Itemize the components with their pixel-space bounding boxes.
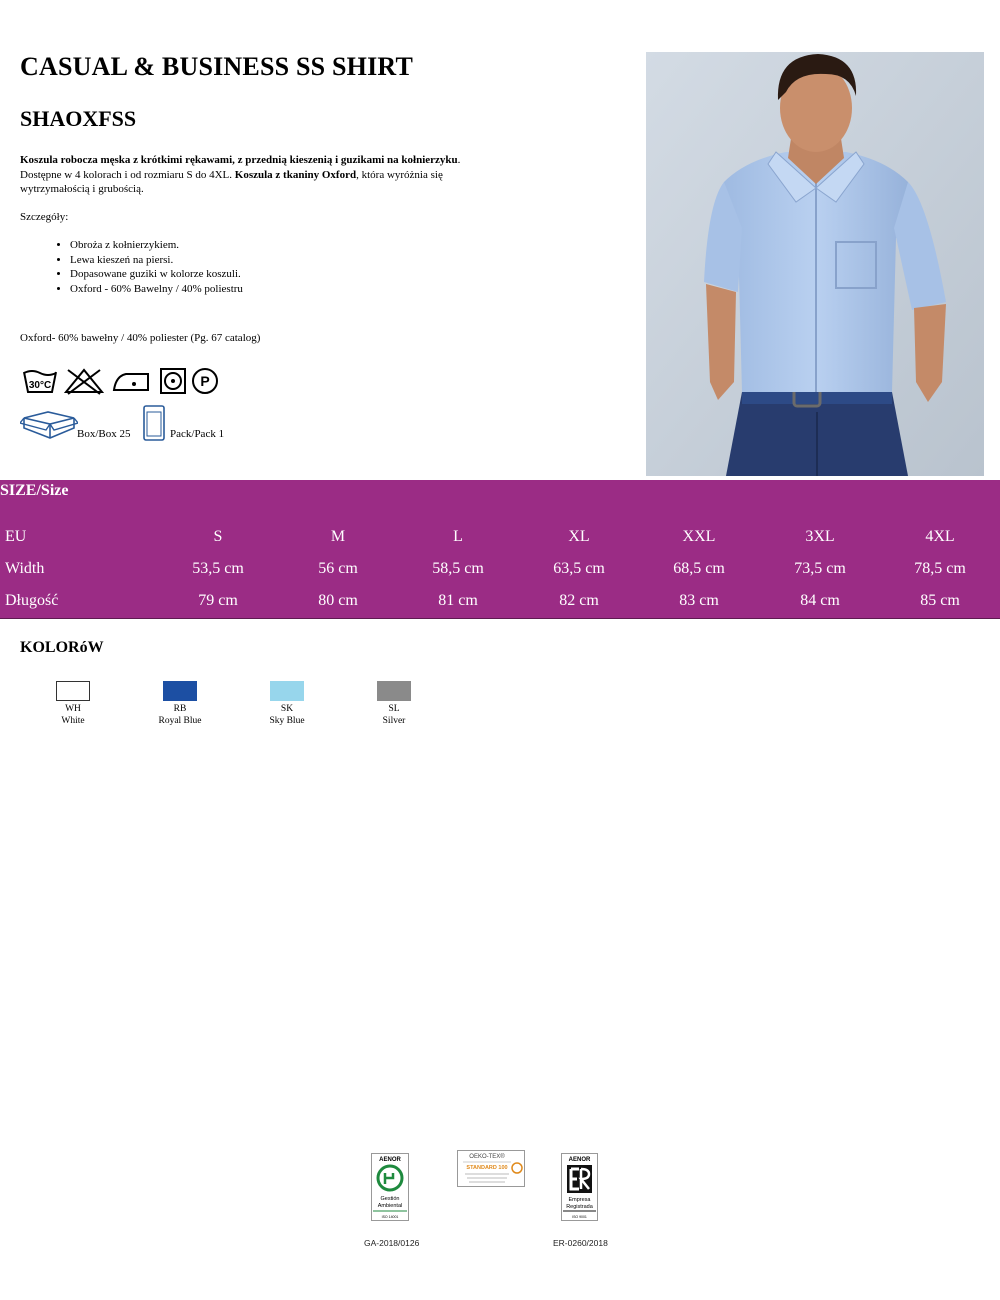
size-header-cell: S xyxy=(213,528,223,545)
description-text-2: , która wyróżnia się wytrzymałością i grubością. xyxy=(20,168,443,195)
product-title: CASUAL & BUSINESS SS SHIRT xyxy=(20,52,413,81)
pack-bag-icon xyxy=(142,404,166,442)
color-swatch xyxy=(377,681,411,701)
size-header-cell: M xyxy=(330,528,346,545)
size-header-cell: XXL xyxy=(682,528,716,545)
size-header-row xyxy=(0,528,1000,554)
color-swatch xyxy=(56,681,90,701)
size-header-cell: XL xyxy=(568,528,590,545)
size-cell: 63,5 cm xyxy=(553,560,605,577)
color-option-silver xyxy=(344,681,444,727)
size-cell: 73,5 cm xyxy=(794,560,846,577)
details-item: • Obroża z kołnierzykiem. xyxy=(70,238,243,253)
size-cell: 81 cm xyxy=(438,592,478,609)
aenor-er-caption: ER-0260/2018 xyxy=(553,1238,608,1248)
size-header-cell: L xyxy=(453,528,463,545)
svg-text:OEKO-TEX®: OEKO-TEX® xyxy=(469,1154,505,1160)
size-row-label: Długość xyxy=(5,592,59,609)
color-swatch xyxy=(270,681,304,701)
wash-30-icon xyxy=(22,366,58,396)
size-cell: 84 cm xyxy=(800,592,840,609)
svg-text:Registrada: Registrada xyxy=(566,1204,593,1210)
size-cell: 82 cm xyxy=(559,592,599,609)
svg-text:AENOR: AENOR xyxy=(568,1157,591,1163)
aenor-ga-caption: GA-2018/0126 xyxy=(364,1238,420,1248)
svg-text:ISO 9001: ISO 9001 xyxy=(572,1215,587,1219)
details-item: • Oxford - 60% Bawelny / 40% poliestru xyxy=(70,282,243,297)
svg-text:STANDARD 100: STANDARD 100 xyxy=(466,1165,508,1171)
color-code: SK xyxy=(280,704,294,714)
size-cell: 78,5 cm xyxy=(914,560,966,577)
size-row-label: Width xyxy=(5,560,45,577)
details-item: • Lewa kieszeń na piersi. xyxy=(70,253,243,268)
oeko-tex-logo xyxy=(457,1150,525,1187)
size-cell: 58,5 cm xyxy=(432,560,484,577)
description-text-1: . Dostępne w 4 kolorach i od rozmiaru S do 4XL. xyxy=(20,154,461,181)
svg-text:Ambiental: Ambiental xyxy=(377,1203,403,1209)
svg-text:P: P xyxy=(200,373,210,389)
svg-text:AENOR: AENOR xyxy=(379,1157,401,1163)
details-list xyxy=(52,238,243,296)
size-cell: 68,5 cm xyxy=(673,560,725,577)
size-table xyxy=(0,480,1000,619)
size-row-width xyxy=(0,560,1000,586)
colors-title: KOLORóW xyxy=(20,639,104,656)
size-cell: 83 cm xyxy=(679,592,719,609)
dry-clean-p-icon xyxy=(190,366,220,396)
size-cell: 79 cm xyxy=(198,592,238,609)
size-header-cell: 4XL xyxy=(925,528,955,545)
color-swatch xyxy=(163,681,197,701)
pack-label: Pack/Pack 1 xyxy=(170,428,225,440)
size-table-heading: SIZE/Size xyxy=(0,482,69,499)
no-bleach-icon xyxy=(62,366,106,396)
aenor-gestion-ambiental-logo xyxy=(371,1153,409,1221)
color-name: White xyxy=(61,716,85,726)
color-name: Sky Blue xyxy=(269,716,305,726)
color-code: RB xyxy=(173,704,187,714)
size-cell: 53,5 cm xyxy=(192,560,244,577)
svg-text:Gestión: Gestión xyxy=(380,1196,400,1202)
color-option-royal-blue xyxy=(130,681,230,727)
color-name: Silver xyxy=(382,716,406,726)
color-name: Royal Blue xyxy=(158,716,202,726)
product-photo xyxy=(646,52,984,476)
svg-text:Empresa: Empresa xyxy=(568,1197,591,1203)
svg-text:ISO 14001: ISO 14001 xyxy=(381,1215,399,1219)
color-code: SL xyxy=(388,704,400,714)
color-option-sky-blue xyxy=(237,681,337,727)
size-header-cell: 3XL xyxy=(805,528,835,545)
color-code: WH xyxy=(65,704,81,714)
wash-temperature: 30°C xyxy=(28,380,52,391)
iron-low-icon xyxy=(110,366,152,396)
model-illustration xyxy=(646,52,984,476)
size-cell: 80 cm xyxy=(318,592,358,609)
description-bold-2: Koszula z tkaniny Oxford xyxy=(234,168,357,181)
composition-text: Oxford- 60% bawełny / 40% poliester (Pg. 67 catalog) xyxy=(20,332,261,344)
box-icon xyxy=(20,410,78,440)
details-label: Szczegóły: xyxy=(20,211,69,223)
product-code: SHAOXFSS xyxy=(20,106,137,131)
size-header-label: EU xyxy=(5,528,27,545)
color-option-white xyxy=(23,681,123,727)
size-row-length xyxy=(0,592,1000,618)
size-cell: 56 cm xyxy=(318,560,358,577)
box-label: Box/Box 25 xyxy=(77,428,131,440)
aenor-empresa-registrada-logo xyxy=(561,1153,598,1221)
tumble-dry-low-icon xyxy=(158,366,188,396)
size-cell: 85 cm xyxy=(920,592,960,609)
description-bold-1: Koszula robocza męska z krótkimi rękawami, z przednią kieszenią i guzikami na kołnierzyku xyxy=(20,154,458,166)
details-item: • Dopasowane guziki w kolorze koszuli. xyxy=(70,267,243,282)
product-description xyxy=(20,153,480,197)
